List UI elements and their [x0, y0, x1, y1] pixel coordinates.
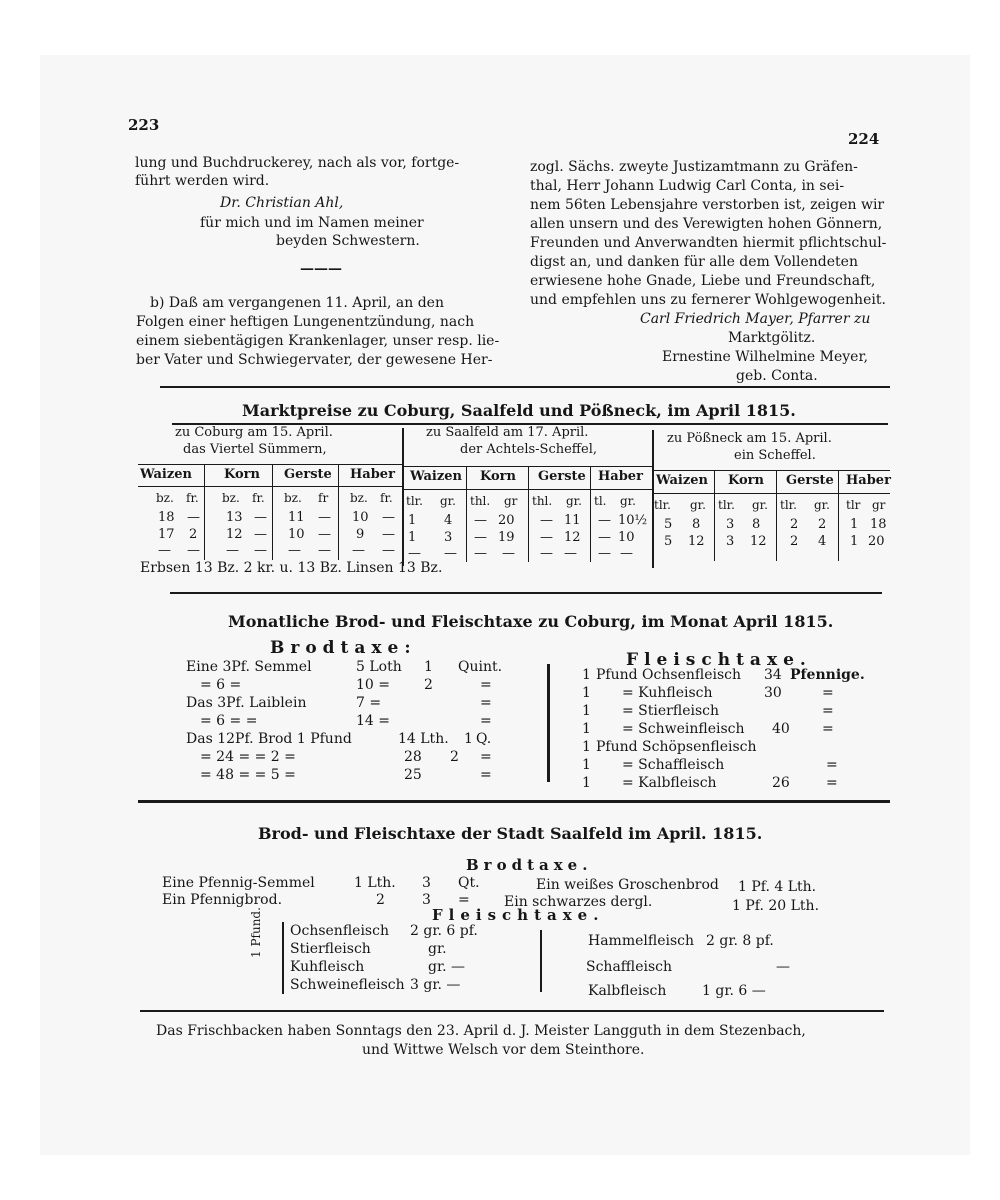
fleisch-item: Ochsenfleisch — [290, 923, 389, 939]
fleisch-price: 34 — [764, 667, 782, 683]
price-cell: 2 — [790, 534, 799, 549]
fleisch-price: 3 gr. — — [410, 977, 461, 993]
grain-label: Haber — [598, 469, 643, 484]
col-separator — [714, 471, 715, 561]
brod-item: Eine Pfennig-Semmel — [162, 875, 315, 891]
unit-label: tl. — [594, 494, 607, 508]
price-cell: 2 — [818, 517, 827, 532]
price-cell: — — [598, 530, 611, 545]
brod-item: Das 12Pf. Brod 1 Pfund — [186, 731, 352, 747]
bracket-line — [282, 922, 284, 994]
fleisch-price: — — [776, 959, 790, 975]
fleisch-price: gr. — [428, 941, 447, 957]
unit-label: gr. — [690, 498, 706, 512]
fleisch-qty: 1 — [582, 703, 591, 719]
brod-item: Ein schwarzes dergl. — [504, 894, 653, 910]
price-cell: 1 — [850, 534, 859, 549]
price-cell: 4 — [444, 513, 453, 528]
text-line: nem 56ten Lebensjahre verstorben ist, zeigen wir — [530, 197, 885, 213]
signature-line: beyden Schwestern. — [276, 233, 420, 249]
fleisch-item: Pfund Schöpsenfleisch — [596, 739, 757, 755]
price-cell: — — [352, 543, 365, 558]
price-cell: 10 — [618, 530, 635, 545]
price-cell: 2 — [189, 527, 198, 542]
fleisch-item: Schaffleisch — [586, 959, 673, 975]
grain-label: Gerste — [786, 473, 834, 488]
price-cell: 5 — [664, 534, 673, 549]
unit-label: fr. — [380, 491, 393, 505]
text-line: erwiesene hohe Gnade, Liebe und Freundschaft, — [530, 273, 876, 289]
fleisch-item: Kalbfleisch — [588, 983, 667, 999]
fleisch-price: 2 gr. 6 pf. — [410, 923, 478, 939]
unit-label: gr. — [752, 498, 768, 512]
unit-label: bz. — [222, 491, 240, 505]
brodtaxe-heading: Brodtaxe: — [270, 638, 417, 658]
brod-quint: 1 — [464, 731, 473, 747]
fleisch-qty: 1 — [582, 739, 591, 755]
col-separator — [466, 467, 467, 562]
price-cell: 20 — [498, 513, 515, 528]
price-cell: 11 — [288, 510, 305, 525]
price-cell: — — [474, 513, 487, 528]
price-cell: — — [620, 546, 633, 561]
brod-unit: Quint. — [458, 659, 503, 675]
price-cell: 8 — [752, 517, 761, 532]
unit-label: tlr. — [718, 498, 735, 512]
notice-line: einem siebentägigen Krankenlager, unser resp. lie- — [136, 333, 500, 349]
brod-quint: 3 — [422, 892, 431, 908]
saalfeld-fleischtaxe-heading: Fleischtaxe. — [432, 906, 605, 924]
saalfeld-tax-title: Brod- und Fleischtaxe der Stadt Saalfeld im April. 1815. — [258, 824, 763, 843]
fleisch-unit: = — [822, 685, 834, 701]
fleisch-qty: 1 — [582, 757, 591, 773]
col-separator — [204, 465, 205, 560]
price-cell: 10½ — [618, 513, 648, 528]
divider — [170, 592, 882, 594]
price-cell: 10 — [288, 527, 305, 542]
fleisch-item: = Stierfleisch — [622, 703, 719, 719]
fleisch-item: = Schweinfleisch — [622, 721, 745, 737]
brod-item: = 48 = = 5 = — [200, 767, 296, 783]
fleisch-unit: Pfennige. — [790, 667, 865, 683]
unit-label: gr. — [440, 494, 456, 508]
brod-weight: 25 — [404, 767, 422, 783]
price-cell: — — [187, 543, 200, 558]
price-cell: — — [318, 527, 331, 542]
price-cell: 19 — [498, 530, 515, 545]
fleisch-price: gr. — — [428, 959, 466, 975]
fleisch-item: Hammelfleisch — [588, 933, 695, 949]
brod-item: Ein weißes Groschenbrod — [536, 877, 719, 893]
fleisch-item: Kuhfleisch — [290, 959, 365, 975]
price-cell: 1 — [408, 530, 417, 545]
price-cell: — — [382, 510, 395, 525]
brod-unit: = — [480, 713, 492, 729]
price-cell: 9 — [356, 527, 365, 542]
brod-unit: = — [480, 695, 492, 711]
brod-unit: = — [480, 749, 492, 765]
text-line: thal, Herr Johann Ludwig Carl Conta, in sei- — [530, 178, 845, 194]
brod-item: = 6 = — [200, 677, 242, 693]
fleisch-unit: = — [822, 721, 834, 737]
grain-label: Waizen — [410, 469, 462, 484]
fleisch-price: 30 — [764, 685, 782, 701]
signature-line: für mich und im Namen meiner — [200, 215, 424, 231]
unit-label: bz. — [284, 491, 302, 505]
fleisch-price: 2 gr. 8 pf. — [706, 933, 774, 949]
brod-weight: 7 = — [356, 695, 382, 711]
brod-unit: Qt. — [458, 875, 480, 891]
signature-line: Dr. Christian Ahl, — [220, 195, 344, 211]
unit-label: tlr — [846, 498, 861, 512]
fleisch-price: 1 gr. 6 — — [702, 983, 766, 999]
price-cell: — — [226, 543, 239, 558]
notice-line: b) Daß am vergangenen 11. April, an den — [150, 295, 444, 311]
unit-label: tlr. — [406, 494, 423, 508]
price-cell: 13 — [226, 510, 243, 525]
brod-quint: 2 — [450, 749, 459, 765]
unit-label: gr. — [814, 498, 830, 512]
price-cell: 18 — [158, 510, 175, 525]
unit-label: bz. — [350, 491, 368, 505]
coburg-tax-title: Monatliche Brod- und Fleischtaxe zu Coburg, im Monat April 1815. — [228, 612, 834, 631]
fleisch-item: = Schaffleisch — [622, 757, 725, 773]
grain-label: Waizen — [140, 467, 192, 482]
price-cell: 12 — [226, 527, 243, 542]
divider — [140, 1010, 884, 1012]
signature-line: Ernestine Wilhelmine Meyer, — [662, 349, 869, 365]
signature-line: geb. Conta. — [736, 368, 818, 384]
price-cell: — — [254, 527, 267, 542]
grain-label: Haber — [350, 467, 395, 482]
col-separator — [590, 467, 591, 562]
divider — [160, 386, 890, 388]
brod-weight: 14 = — [356, 713, 390, 729]
brod-unit: = — [480, 767, 492, 783]
fleisch-price: 26 — [772, 775, 790, 791]
brod-weight: 14 Lth. — [398, 731, 449, 747]
price-cell: 20 — [868, 534, 885, 549]
text-line: und empfehlen uns zu fernerer Wohlgewogenheit. — [530, 292, 886, 308]
unit-label: thl. — [532, 494, 553, 508]
brod-weight: 1 Lth. — [354, 875, 396, 891]
unit-label: gr. — [566, 494, 582, 508]
brod-item: Eine 3Pf. Semmel — [186, 659, 312, 675]
fleisch-qty: 1 — [582, 721, 591, 737]
price-cell: — — [254, 510, 267, 525]
closing-line: und Wittwe Welsch vor dem Steinthore. — [362, 1042, 645, 1058]
brod-item: = 24 = = 2 = — [200, 749, 296, 765]
divider — [138, 800, 890, 803]
rule — [654, 470, 890, 471]
brod-item: = 6 = = — [200, 713, 258, 729]
rule — [138, 464, 402, 465]
brod-unit: = — [480, 677, 492, 693]
fleischtaxe-heading: Fleischtaxe. — [626, 650, 812, 670]
group-separator — [402, 428, 404, 566]
group-heading: zu Coburg am 15. April. — [175, 425, 333, 440]
fleisch-qty: 1 — [582, 775, 591, 791]
separator: ——— — [300, 261, 342, 277]
brod-unit: = — [458, 892, 470, 908]
text-line: Freunden und Anverwandten hiermit pflichtschul- — [530, 235, 887, 251]
pfund-label: 1 Pfund. — [249, 907, 263, 958]
text-line: allen unsern und des Verewigten hohen Gönnern, — [530, 216, 883, 232]
fleisch-item: = Kuhfleisch — [622, 685, 713, 701]
fleisch-item: = Kalbfleisch — [622, 775, 717, 791]
brod-item: Das 3Pf. Laiblein — [186, 695, 307, 711]
unit-label: gr — [504, 494, 518, 508]
brod-weight: 1 Pf. 20 Lth. — [732, 898, 820, 914]
brod-weight: 1 Pf. 4 Lth. — [738, 879, 817, 895]
group-heading: zu Pößneck am 15. April. — [667, 431, 832, 446]
unit-label: fr. — [186, 491, 199, 505]
price-cell: — — [408, 546, 421, 561]
brod-weight: 28 — [404, 749, 422, 765]
price-cell: — — [540, 530, 553, 545]
grain-label: Waizen — [656, 473, 708, 488]
signature-line: Carl Friedrich Mayer, Pfarrer zu — [640, 311, 871, 327]
price-cell: 11 — [564, 513, 581, 528]
grain-label: Gerste — [284, 467, 332, 482]
unit-label: tlr. — [780, 498, 797, 512]
column-divider — [547, 664, 550, 782]
brod-item: Ein Pfennigbrod. — [162, 892, 283, 908]
rule — [654, 493, 890, 494]
brod-quint: 3 — [422, 875, 431, 891]
column-divider — [540, 930, 542, 992]
col-separator — [838, 471, 839, 561]
price-cell: 1 — [408, 513, 417, 528]
fleisch-unit: = — [826, 775, 838, 791]
unit-label: bz. — [156, 491, 174, 505]
price-cell: — — [288, 543, 301, 558]
fleisch-item: Stierfleisch — [290, 941, 371, 957]
market-footer: Erbsen 13 Bz. 2 kr. u. 13 Bz. Linsen 13 Bz. — [140, 560, 443, 576]
price-cell: — — [158, 543, 171, 558]
unit-label: gr — [872, 498, 886, 512]
closing-line: Das Frischbacken haben Sonntags den 23. April d. J. Meister Langguth in dem Stezenbach, — [156, 1023, 806, 1039]
price-cell: 17 — [158, 527, 175, 542]
price-cell: 8 — [692, 517, 701, 532]
price-cell: 3 — [726, 534, 735, 549]
grain-label: Gerste — [538, 469, 586, 484]
price-cell: 3 — [444, 530, 453, 545]
brod-unit: Q. — [476, 731, 492, 747]
notice-line: ber Vater und Schwiegervater, der gewesene Her- — [136, 352, 493, 368]
col-separator — [272, 465, 273, 560]
text-line: digst an, und danken für alle dem Vollendeten — [530, 254, 858, 270]
group-heading: ein Scheffel. — [734, 448, 816, 463]
unit-label: gr. — [620, 494, 636, 508]
price-cell: — — [540, 513, 553, 528]
brod-quint: 1 — [424, 659, 433, 675]
col-separator — [528, 467, 529, 562]
col-separator — [776, 471, 777, 561]
price-cell: 3 — [726, 517, 735, 532]
page-number-right: 224 — [848, 130, 880, 148]
price-cell: 4 — [818, 534, 827, 549]
group-heading: das Viertel Sümmern, — [183, 442, 327, 457]
brod-weight: 10 = — [356, 677, 390, 693]
unit-label: fr. — [252, 491, 265, 505]
price-cell: — — [474, 546, 487, 561]
price-cell: 2 — [790, 517, 799, 532]
price-cell: 1 — [850, 517, 859, 532]
price-cell: 12 — [688, 534, 705, 549]
fleisch-price: 40 — [772, 721, 790, 737]
price-cell: 12 — [750, 534, 767, 549]
col-separator — [338, 465, 339, 560]
brod-weight: 2 — [376, 892, 385, 908]
fleisch-qty: 1 — [582, 667, 591, 683]
fleisch-qty: 1 — [582, 685, 591, 701]
price-cell: — — [444, 546, 457, 561]
group-heading: der Achtels-Scheffel, — [460, 442, 598, 457]
price-cell: — — [598, 546, 611, 561]
price-cell: — — [502, 546, 515, 561]
price-cell: — — [318, 543, 331, 558]
saalfeld-brodtaxe-heading: Brodtaxe. — [466, 856, 593, 874]
price-cell: — — [382, 543, 395, 558]
fleisch-item: Pfund Ochsenfleisch — [596, 667, 742, 683]
price-cell: — — [598, 513, 611, 528]
fleisch-unit: = — [826, 757, 838, 773]
grain-label: Korn — [728, 473, 764, 488]
grain-label: Korn — [480, 469, 516, 484]
unit-label: thl. — [470, 494, 491, 508]
grain-label: Korn — [224, 467, 260, 482]
market-title: Marktpreise zu Coburg, Saalfeld und Pößneck, im April 1815. — [242, 401, 796, 420]
fleisch-item: Schweinefleisch — [290, 977, 405, 993]
unit-label: fr — [318, 491, 329, 505]
grain-label: Haber — [846, 473, 891, 488]
price-cell: — — [187, 510, 200, 525]
text-line: zogl. Sächs. zweyte Justizamtmann zu Gräfen- — [530, 159, 858, 175]
unit-label: tlr. — [654, 498, 671, 512]
price-cell: — — [382, 527, 395, 542]
group-heading: zu Saalfeld am 17. April. — [426, 425, 589, 440]
text-line: lung und Buchdruckerey, nach als vor, fortge- — [135, 155, 460, 171]
price-cell: — — [540, 546, 553, 561]
notice-line: Folgen einer heftigen Lungenentzündung, nach — [136, 314, 475, 330]
price-cell: 18 — [870, 517, 887, 532]
signature-line: Marktgölitz. — [728, 330, 816, 346]
fleisch-unit: = — [822, 703, 834, 719]
price-cell: — — [318, 510, 331, 525]
brod-quint: 2 — [424, 677, 433, 693]
page-number-left: 223 — [128, 116, 160, 134]
price-cell: 12 — [564, 530, 581, 545]
price-cell: — — [254, 543, 267, 558]
price-cell: 10 — [352, 510, 369, 525]
price-cell: — — [474, 530, 487, 545]
text-line: führt werden wird. — [135, 173, 270, 189]
brod-weight: 5 Loth — [356, 659, 402, 675]
rule — [138, 486, 402, 487]
price-cell: 5 — [664, 517, 673, 532]
price-cell: — — [564, 546, 577, 561]
